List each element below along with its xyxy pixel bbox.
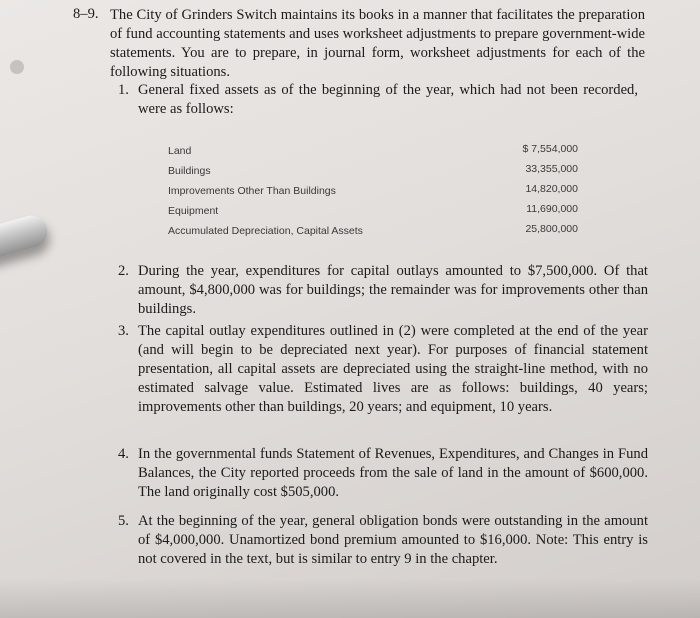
table-row	[168, 143, 588, 163]
table-row	[168, 203, 588, 223]
table-row	[168, 163, 588, 183]
table-row	[168, 223, 588, 243]
asset-label: Accumulated Depreciation, Capital Assets	[168, 225, 363, 237]
asset-label: Buildings	[168, 165, 211, 177]
asset-amount: 25,800,000	[525, 223, 578, 235]
item-text: At the beginning of the year, general obligation bonds were outstanding in the amount of $4,000,000. Unamortized bond premium amounted to $16,000. Note: This entry is not covered in the text, but is similar to entry 9 in the chapter.	[138, 513, 648, 567]
item-number: 2.	[118, 263, 129, 279]
asset-amount: 14,820,000	[525, 183, 578, 195]
item-number: 4.	[118, 446, 129, 462]
page-shadow	[0, 578, 700, 618]
item-number: 3.	[118, 323, 129, 339]
fixed-assets-table	[168, 143, 588, 243]
asset-amount: 11,690,000	[526, 203, 578, 215]
asset-label: Equipment	[168, 205, 219, 217]
item-text: General fixed assets as of the beginning of the year, which had not been recorded, were as follows:	[138, 82, 638, 117]
item-number: 1.	[118, 82, 129, 98]
asset-label: Improvements Other Than Buildings	[168, 185, 336, 197]
table-row	[168, 183, 588, 203]
item-text: In the governmental funds Statement of Revenues, Expenditures, and Changes in Fund Balances, the City reported proceeds from the sale of land in the amount of $600,000. The land originally cost $505,000.	[138, 446, 648, 500]
asset-amount: $ 7,554,000	[522, 143, 578, 155]
item-number: 5.	[118, 513, 129, 529]
asset-label: Land	[168, 145, 192, 157]
item-text: During the year, expenditures for capital outlays amounted to $7,500,000. Of that amount, $4,800,000 was for buildings; the remainder was for improvements other than buildings.	[138, 263, 648, 317]
binder-ring	[0, 212, 51, 264]
item-text: The capital outlay expenditures outlined in (2) were completed at the end of the year (and will begin to be depreciated next year). For purposes of financial statement presentation, all capital assets are depreciated using the straight-line method, with no estimated salvage value. Estimated lives are as follows: buildings, 40 years; improvements other than buildings, 20 years; and equipment, 10 years.	[138, 323, 648, 415]
problem-number: 8–9.	[73, 6, 99, 22]
problem-intro: The City of Grinders Switch maintains its books in a manner that facilitates the preparation of fund accounting statements and uses worksheet adjustments to prepare government-wide statements. You are to prepare, in journal form, worksheet adjustments for each of the following situations.	[110, 7, 645, 80]
punch-hole	[10, 60, 24, 74]
asset-amount: 33,355,000	[525, 163, 578, 175]
